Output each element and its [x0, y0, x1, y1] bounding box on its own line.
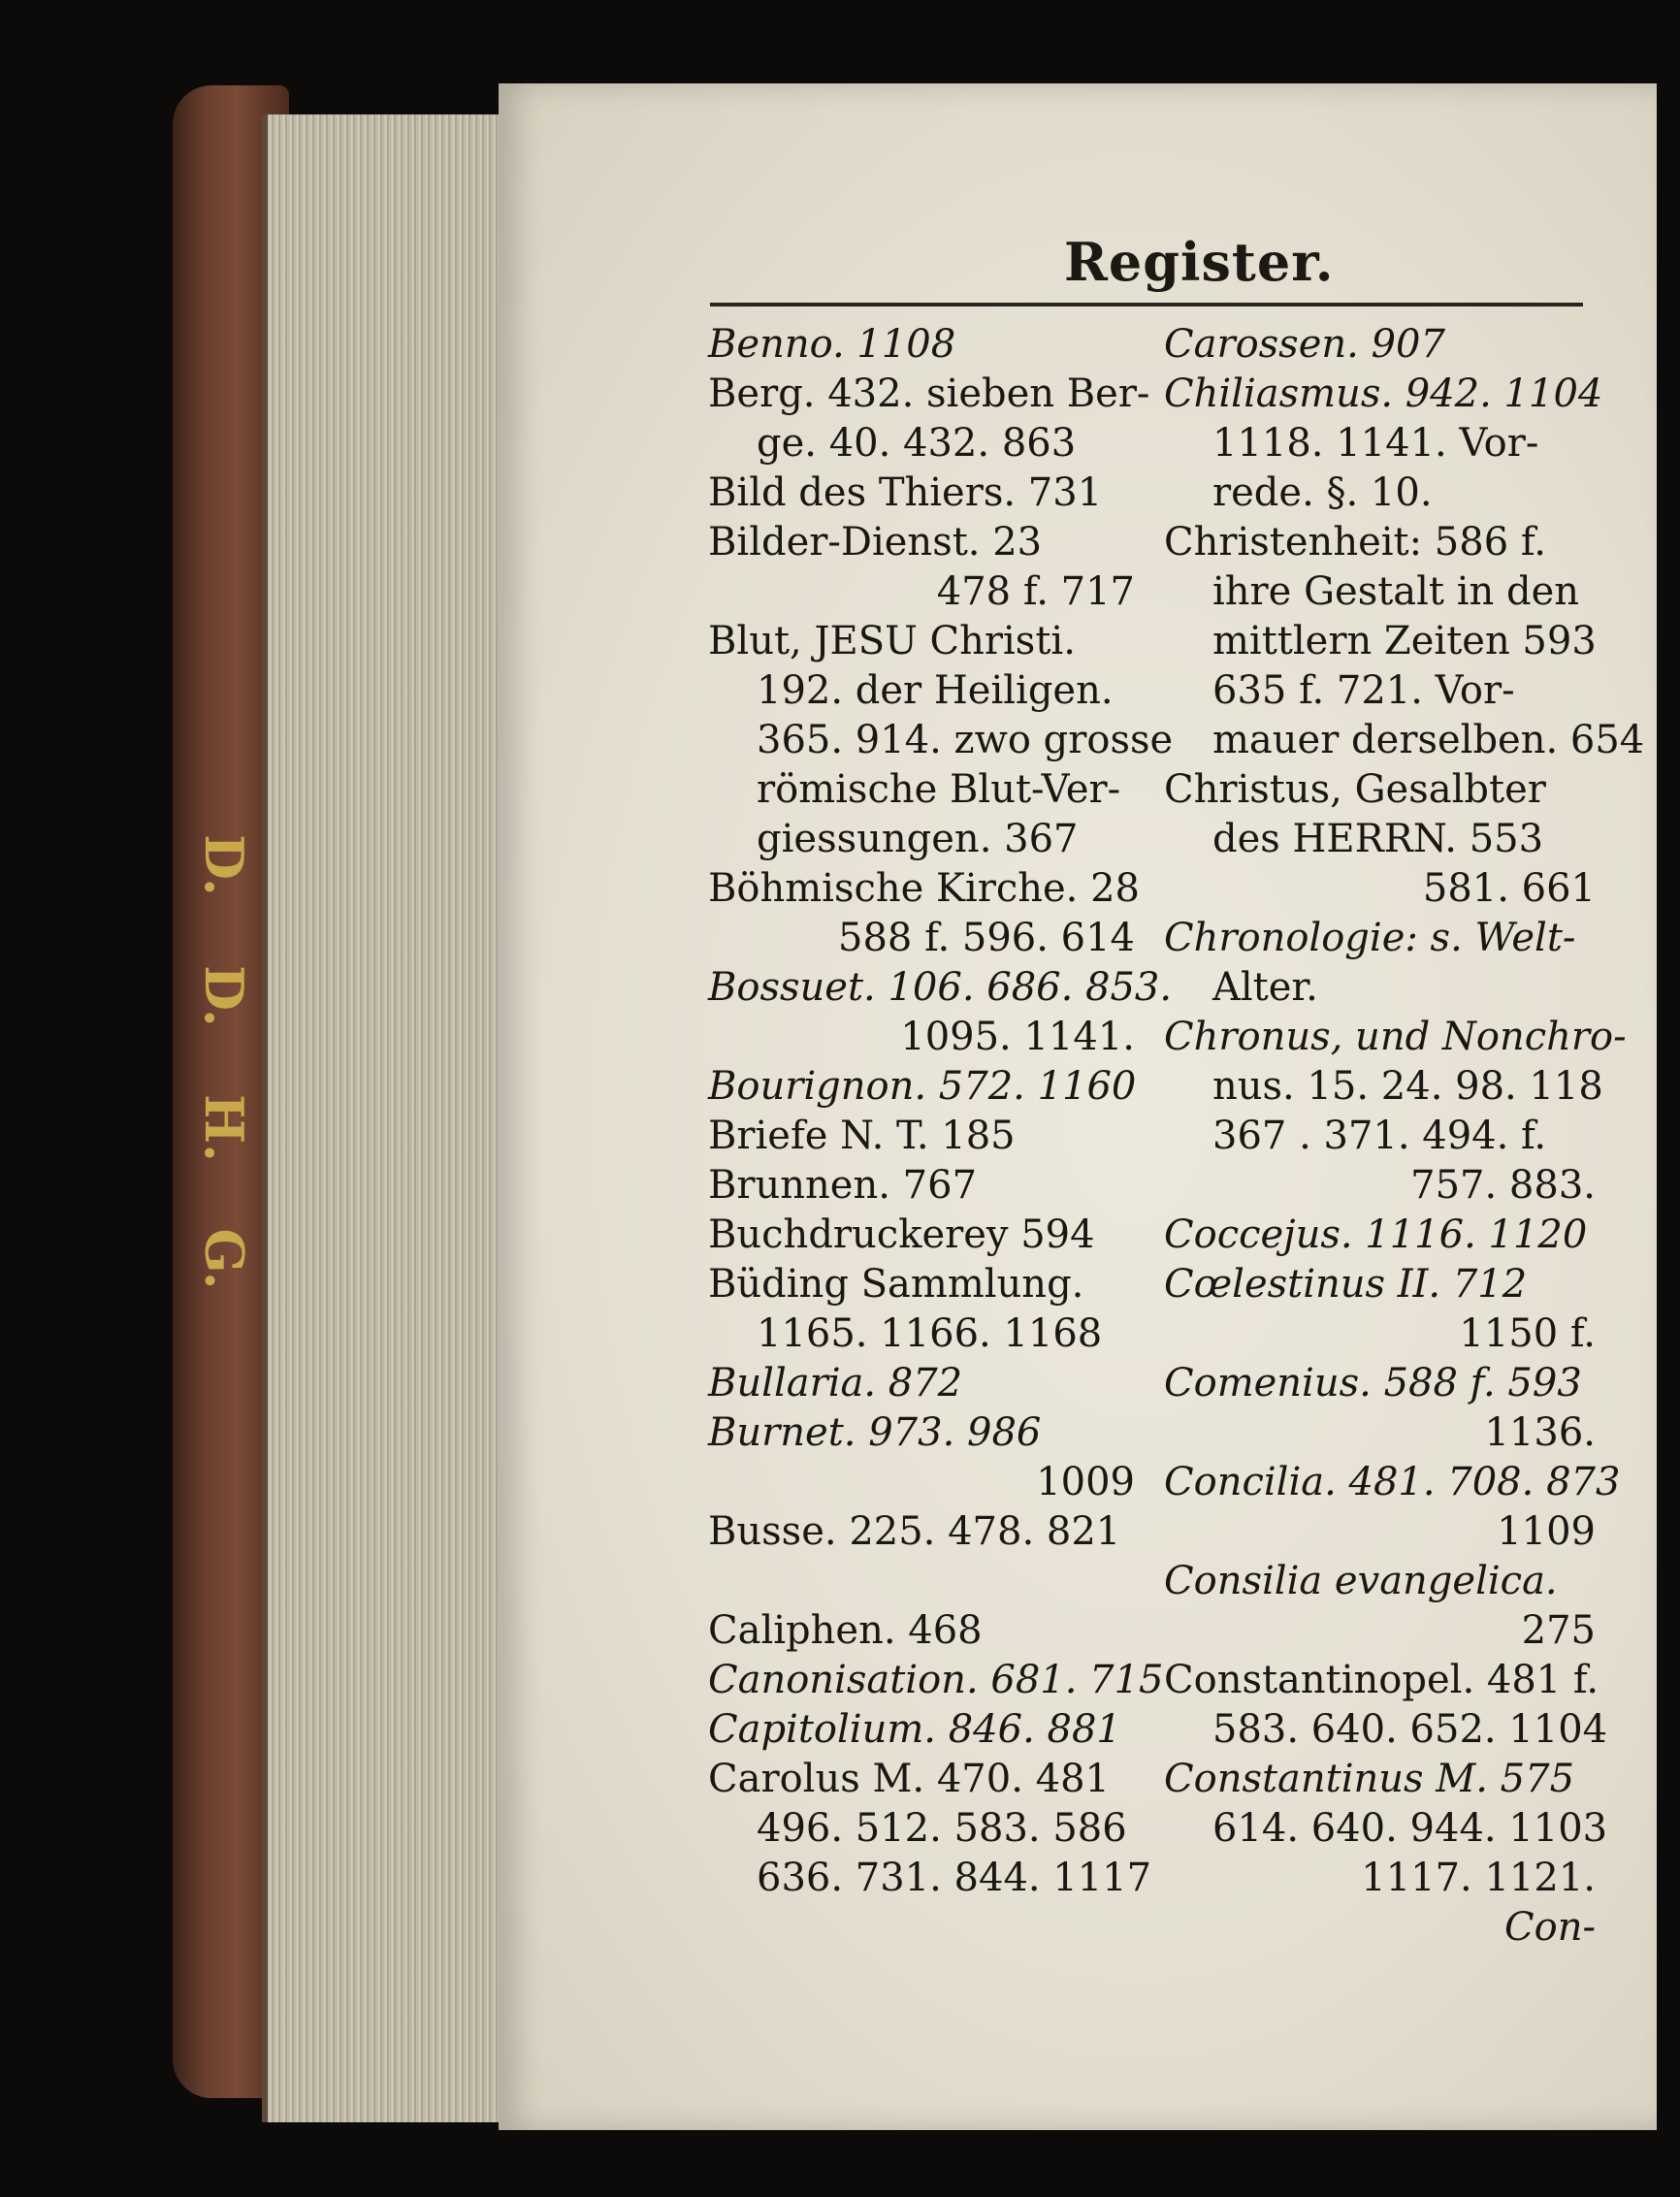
index-entry-line: 365. 914. zwo grosse — [757, 718, 1174, 762]
index-entry-line: Christus, Gesalbter — [1164, 767, 1546, 812]
index-entry-line: Constantinus M. 575 — [1164, 1757, 1575, 1801]
index-entry-line: 367 . 371. 494. f. — [1212, 1114, 1547, 1158]
index-entry-line: 1150 f. — [1459, 1311, 1596, 1356]
index-entry-line: Concilia. 481. 708. 873 — [1164, 1460, 1621, 1504]
index-entry-line: Constantinopel. 481 f. — [1164, 1658, 1599, 1702]
index-entry-line: Benno. 1108 — [708, 322, 956, 367]
index-entry-line: 275 — [1521, 1608, 1596, 1653]
index-entry-line: Carolus M. 470. 481 — [708, 1757, 1110, 1801]
index-entry-line: 635 f. 721. Vor- — [1212, 668, 1515, 713]
index-entry-line: Chronologie: s. Welt- — [1164, 916, 1576, 960]
index-entry-line: 1136. — [1484, 1410, 1596, 1455]
index-entry-line: des HERRN. 553 — [1212, 817, 1544, 861]
index-entry-line: Bullaria. 872 — [708, 1361, 963, 1405]
index-entry-line: 478 f. 717 — [936, 569, 1135, 614]
index-entry-line: 588 f. 596. 614 — [838, 916, 1135, 960]
index-entry-line: Capitolium. 846. 881 — [708, 1707, 1121, 1752]
index-entry-line: Busse. 225. 478. 821 — [708, 1509, 1121, 1554]
index-entry-line: giessungen. 367 — [757, 817, 1079, 861]
index-entry-line: 1165. 1166. 1168 — [757, 1311, 1103, 1356]
index-entry-line: Chronus, und Nonchro- — [1164, 1015, 1627, 1059]
index-entry-line: Consilia evangelica. — [1164, 1559, 1558, 1603]
index-column-right — [1164, 320, 1645, 1953]
index-entry-line: Bilder-Dienst. 23 — [708, 520, 1043, 565]
index-entry-line: Christenheit: 586 f. — [1164, 520, 1546, 565]
spine-lettering — [190, 834, 258, 1290]
spine-letter: H. — [192, 1093, 255, 1162]
index-entry-line: rede. §. 10. — [1212, 470, 1433, 515]
index-entry-line: 1118. 1141. Vor- — [1212, 421, 1539, 466]
index-entry-line: Cœlestinus II. 712 — [1164, 1262, 1528, 1307]
index-entry-line — [708, 1557, 1135, 1606]
index-entry-line: ihre Gestalt in den — [1212, 569, 1580, 614]
index-entry-line: 636. 731. 844. 1117 — [757, 1856, 1152, 1900]
index-entry-line: Canonisation. 681. 715 — [708, 1658, 1164, 1702]
spine-letter: D. — [192, 965, 255, 1028]
index-entry-line: nus. 15. 24. 98. 118 — [1212, 1064, 1603, 1109]
index-entry-line: 757. 883. — [1410, 1163, 1596, 1208]
page-header: Register. — [1064, 231, 1335, 293]
index-entry-line: Böhmische Kirche. 28 — [708, 866, 1140, 911]
header-rule — [710, 303, 1583, 307]
index-entry-line: 1109 — [1497, 1509, 1596, 1554]
spine-letter: D. — [192, 834, 255, 896]
index-entry-line: Bourignon. 572. 1160 — [708, 1064, 1137, 1109]
index-entry-line: 581. 661 — [1422, 866, 1596, 911]
index-entry-line: Buchdruckerey 594 — [708, 1212, 1095, 1257]
index-entry-line: 583. 640. 652. 1104 — [1212, 1707, 1608, 1752]
index-entry-line: 1095. 1141. — [900, 1015, 1135, 1059]
index-entry-line: römische Blut-Ver- — [757, 767, 1121, 812]
index-entry-line: Con- — [1504, 1905, 1596, 1950]
index-entry-line: Coccejus. 1116. 1120 — [1164, 1212, 1588, 1257]
index-entry-line: Blut, JESU Christi. — [708, 619, 1076, 663]
index-entry-line: Carossen. 907 — [1164, 322, 1445, 367]
index-entry-line: Bossuet. 106. 686. 853. — [708, 965, 1173, 1010]
index-entry-line: 1117. 1121. — [1361, 1856, 1596, 1900]
index-entry-line: Chiliasmus. 942. 1104 — [1164, 372, 1603, 416]
index-entry-line: Burnet. 973. 986 — [708, 1410, 1042, 1455]
index-entry-line: Büding Sammlung. — [708, 1262, 1084, 1307]
index-entry-line: mittlern Zeiten 593 — [1212, 619, 1597, 663]
index-entry-line: Briefe N. T. 185 — [708, 1114, 1016, 1158]
index-entry-line: Bild des Thiers. 731 — [708, 470, 1103, 515]
page-edges — [262, 114, 510, 2122]
index-entry-line: 192. der Heiligen. — [757, 668, 1114, 713]
index-entry-line: ge. 40. 432. 863 — [757, 421, 1077, 466]
index-entry-line: 496. 512. 583. 586 — [757, 1806, 1127, 1851]
index-entry-line: Caliphen. 468 — [708, 1608, 983, 1653]
index-entry-line: Comenius. 588 f. 593 — [1164, 1361, 1582, 1405]
spine-letter: G. — [193, 1228, 255, 1290]
index-entry-line: Berg. 432. sieben Ber- — [708, 372, 1150, 416]
index-entry-line: mauer derselben. 654 — [1212, 718, 1645, 762]
index-entry-line: Brunnen. 767 — [708, 1163, 978, 1208]
index-column-left — [708, 320, 1174, 1903]
index-entry-line: 1009 — [1036, 1460, 1135, 1504]
index-entry-line: 614. 640. 944. 1103 — [1212, 1806, 1608, 1851]
index-entry-line: Alter. — [1212, 965, 1318, 1010]
